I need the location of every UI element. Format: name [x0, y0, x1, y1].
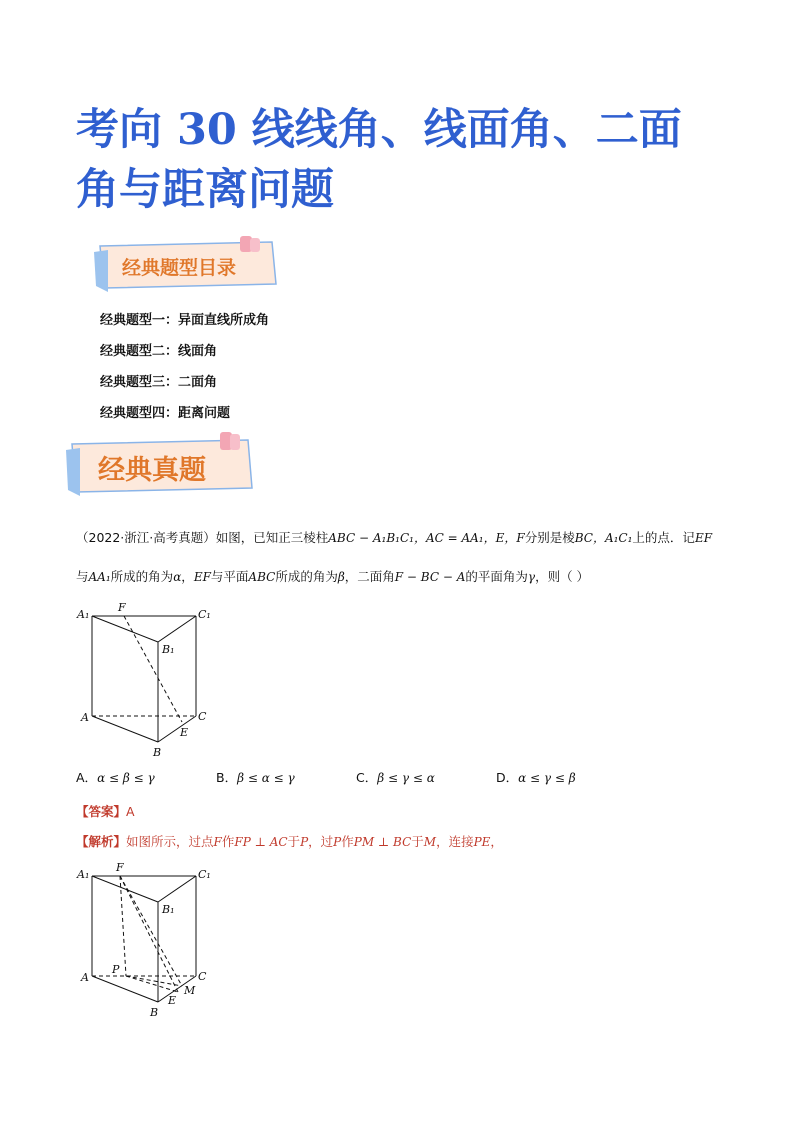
label-a: A — [81, 971, 89, 984]
problem-text: 的平面角为 — [465, 569, 528, 584]
option-expr: β ≤ α ≤ γ — [237, 771, 295, 785]
label-c: C — [198, 710, 207, 723]
option-label: D． — [496, 770, 519, 785]
math-ef: EF — [694, 531, 713, 545]
math-pm: PM ⊥ BC — [353, 835, 412, 849]
math-condition: ，AC = AA₁，E，F — [413, 531, 525, 545]
analysis-text: 作 — [341, 834, 354, 849]
toc-item[interactable]: 经典题型一：异面直线所成角 — [100, 313, 270, 328]
option-expr: α ≤ γ ≤ β — [518, 771, 576, 785]
option-expr: α ≤ β ≤ γ — [97, 771, 155, 785]
problem-line-1 — [76, 528, 712, 546]
problem-text: ，则（ ） — [535, 569, 590, 584]
analysis — [76, 832, 503, 850]
answer-value: A — [126, 804, 135, 819]
options-row — [76, 768, 636, 786]
math-gamma: γ — [527, 570, 536, 584]
label-b1: B₁ — [162, 903, 175, 916]
option-c[interactable] — [356, 768, 496, 786]
analysis-label: 【解析】 — [76, 834, 127, 849]
math-alpha: α — [173, 570, 182, 584]
section-banner-catalog — [90, 236, 282, 294]
math-f: F — [213, 835, 222, 849]
problem-text: 所成的角为 — [110, 569, 174, 584]
section-banner-classic — [62, 432, 258, 498]
analysis-text: ， — [490, 834, 503, 849]
analysis-text: 作 — [221, 834, 235, 849]
label-c1: C₁ — [198, 868, 211, 881]
math-edges: BC，A₁C₁ — [574, 531, 633, 545]
label-f: F — [118, 601, 126, 614]
toc-item[interactable]: 经典题型四：距离问题 — [100, 406, 231, 421]
label-a: A — [81, 711, 89, 724]
math-fp: FP ⊥ AC — [234, 835, 288, 849]
label-b: B — [153, 746, 162, 759]
banner-catalog-text: 经典题型目录 — [122, 257, 237, 279]
label-f: F — [116, 861, 124, 874]
problem-text: 与 — [76, 569, 89, 584]
option-a[interactable] — [76, 768, 216, 786]
problem-text: ， — [181, 569, 194, 584]
analysis-text: 于 — [411, 834, 424, 849]
page-title — [76, 100, 736, 220]
title-line-1: 考向 30 线线角、线面角、二面 — [76, 105, 682, 155]
analysis-text: ，过 — [308, 834, 334, 849]
toc-item[interactable]: 经典题型三：二面角 — [100, 375, 218, 390]
math-dihedral: F − BC − A — [394, 570, 466, 584]
math-abc: ABC — [248, 570, 276, 584]
label-p: P — [112, 963, 120, 976]
problem-text: 分别是棱 — [524, 530, 575, 545]
label-e: E — [168, 994, 177, 1007]
option-b[interactable] — [216, 768, 356, 786]
problem-text: ，二面角 — [344, 569, 395, 584]
analysis-text: 于 — [287, 834, 301, 849]
label-a1: A₁ — [77, 608, 90, 621]
label-b1: B₁ — [162, 643, 175, 656]
math-p: P — [300, 835, 309, 849]
analysis-text: 如图所示，过点 — [126, 834, 214, 849]
toc-list — [100, 312, 269, 436]
problem-source: （2022·浙江·高考真题）如图，已知正三棱柱 — [76, 530, 329, 545]
label-a1: A₁ — [77, 868, 90, 881]
problem-text: 所成的角为 — [275, 569, 338, 584]
option-d[interactable] — [496, 768, 636, 786]
label-c1: C₁ — [198, 608, 211, 621]
math-aa1: AA₁ — [88, 570, 111, 584]
math-prism: ABC − A₁B₁C₁ — [328, 531, 414, 545]
toc-item[interactable]: 经典题型二：线面角 — [100, 344, 218, 359]
option-label: C． — [356, 770, 378, 785]
answer-label: 【答案】 — [76, 804, 127, 819]
problem-text: 上的点．记 — [632, 530, 695, 545]
math-beta: β — [337, 570, 345, 584]
math-m: M — [423, 835, 437, 849]
option-label: A． — [76, 770, 98, 785]
problem-line-2 — [76, 567, 589, 585]
math-p: P — [333, 835, 342, 849]
banner-classic-text: 经典真题 — [98, 455, 206, 486]
label-m: M — [184, 984, 196, 997]
label-e: E — [180, 726, 189, 739]
option-expr: β ≤ γ ≤ α — [377, 771, 435, 785]
label-b: B — [150, 1006, 159, 1019]
math-pe: PE — [473, 835, 491, 849]
answer — [76, 802, 135, 820]
problem-text: 与平面 — [210, 569, 249, 584]
prism-figure-2 — [70, 858, 230, 1023]
label-c: C — [198, 970, 207, 983]
title-line-2: 角与距离问题 — [76, 165, 334, 215]
math-ef: EF — [193, 570, 211, 584]
prism-figure-1 — [70, 598, 230, 763]
option-label: B． — [216, 770, 238, 785]
analysis-text: ，连接 — [436, 834, 474, 849]
